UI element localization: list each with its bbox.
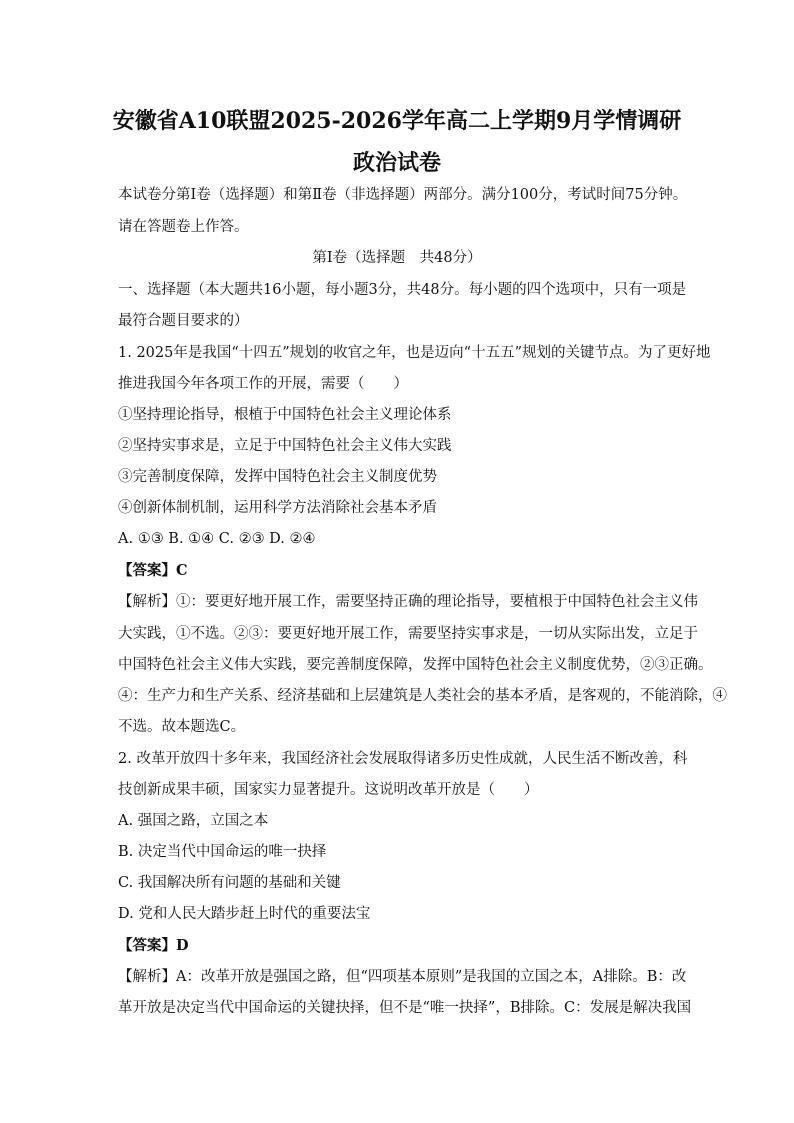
intro-line: 请在答题卷上作答。 [118,219,249,235]
question-option: A. 强国之路，立国之本 [118,813,269,829]
section-instruction: 一、选择题（本大题共16小题，每小题3分，共48分。每小题的四个选项中，只有一项是 [118,282,687,298]
analysis-text: 【解析】A：改革开放是强国之路，但“四项基本原则”是我国的立国之本，A排除。B：改 [118,969,687,985]
question-statement: ④创新体制机制，运用科学方法消除社会基本矛盾 [118,500,437,516]
question-options: A. ①③ B. ①④ C. ②③ D. ②④ [118,531,316,547]
question-option: D. 党和人民大踏步赶上时代的重要法宝 [118,906,371,922]
question-option: B. 决定当代中国命运的唯一抉择 [118,844,327,860]
question-stem: 推进我国今年各项工作的开展，需要（ ） [118,376,408,392]
analysis-text: 不选。故本题选C。 [118,719,246,735]
answer-label: 【答案】C [118,562,188,579]
analysis-text: 【解析】①：要更好地开展工作，需要坚持正确的理论指导，要植根于中国特色社会主义伟 [118,594,698,610]
question-stem: 2. 改革开放四十多年来，我国经济社会发展取得诸多历史性成就，人民生活不断改善，科 [118,751,688,767]
document-title: 安徽省A10联盟2025-2026学年高二上学期9月学情调研 [112,108,682,134]
answer-label: 【答案】D [118,937,189,954]
section-heading: 第Ⅰ卷（选择题 共48分） [312,250,482,266]
question-statement: ③完善制度保障，发挥中国特色社会主义制度优势 [118,469,437,485]
question-statement: ①坚持理论指导，根植于中国特色社会主义理论体系 [118,407,452,423]
intro-line: 本试卷分第Ⅰ卷（选择题）和第Ⅱ卷（非选择题）两部分。满分100分，考试时间75分钟。 [118,187,688,203]
analysis-text: 革开放是决定当代中国命运的关键抉择，但不是“唯一抉择”，B排除。C：发展是解决我国 [118,1000,692,1016]
analysis-text: ④：生产力和生产关系、经济基础和上层建筑是人类社会的基本矛盾，是客观的，不能消除，④ [118,688,727,704]
question-stem: 1. 2025年是我国“十四五”规划的收官之年，也是迈向“十五五”规划的关键节点。为了更好地 [118,345,711,361]
question-statement: ②坚持实事求是，立足于中国特色社会主义伟大实践 [118,438,452,454]
question-stem: 技创新成果丰硕，国家实力显著提升。这说明改革开放是（ ） [118,782,539,798]
document-subtitle: 政治试卷 [352,150,441,176]
analysis-text: 中国特色社会主义伟大实践，要完善制度保障，发挥中国特色社会主义制度优势，②③正确。 [118,657,713,673]
question-option: C. 我国解决所有问题的基础和关键 [118,875,341,891]
analysis-text: 大实践，①不选。②③：要更好地开展工作，需要坚持实事求是，一切从实际出发，立足于 [118,626,698,642]
section-instruction: 最符合题目要求的） [118,313,249,329]
